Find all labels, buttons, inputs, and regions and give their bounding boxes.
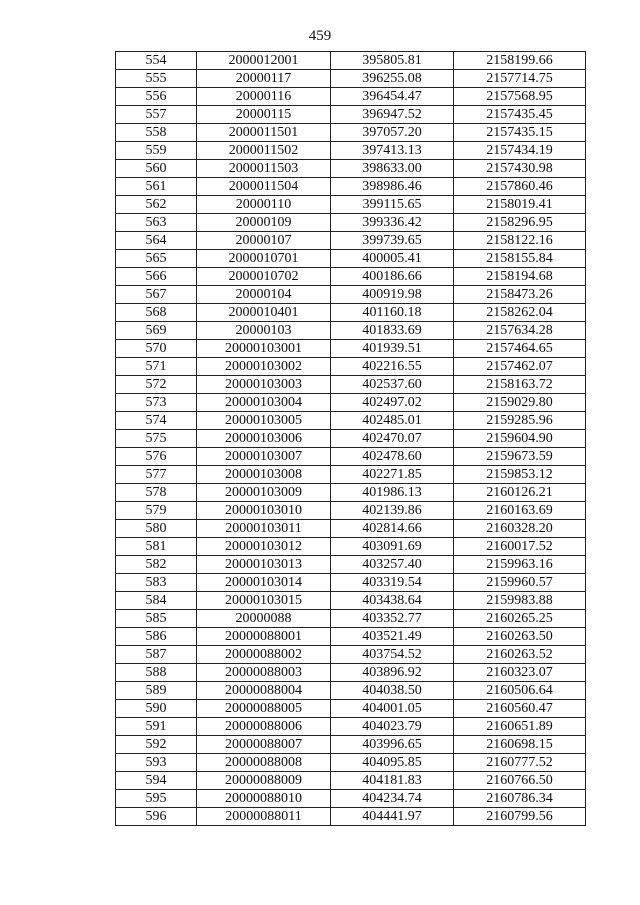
point-id-cell: 20000103006 xyxy=(197,430,331,448)
point-index-cell: 583 xyxy=(116,574,197,592)
x-coordinate-cell: 399115.65 xyxy=(331,196,454,214)
point-id-cell: 2000011503 xyxy=(197,160,331,178)
y-coordinate-cell: 2157434.19 xyxy=(454,142,586,160)
table-row xyxy=(116,682,586,700)
x-coordinate-cell: 399739.65 xyxy=(331,232,454,250)
y-coordinate-cell: 2157464.65 xyxy=(454,340,586,358)
point-index-cell: 576 xyxy=(116,448,197,466)
point-index-cell: 554 xyxy=(116,52,197,70)
table-row xyxy=(116,70,586,88)
point-id-cell: 20000088004 xyxy=(197,682,331,700)
y-coordinate-cell: 2160560.47 xyxy=(454,700,586,718)
point-id-cell: 20000103009 xyxy=(197,484,331,502)
y-coordinate-cell: 2160651.89 xyxy=(454,718,586,736)
point-id-cell: 20000088 xyxy=(197,610,331,628)
table-row xyxy=(116,646,586,664)
x-coordinate-cell: 404023.79 xyxy=(331,718,454,736)
table-row xyxy=(116,232,586,250)
x-coordinate-cell: 404001.05 xyxy=(331,700,454,718)
y-coordinate-cell: 2160163.69 xyxy=(454,502,586,520)
y-coordinate-cell: 2159604.90 xyxy=(454,430,586,448)
table-row xyxy=(116,52,586,70)
x-coordinate-cell: 404234.74 xyxy=(331,790,454,808)
y-coordinate-cell: 2159285.96 xyxy=(454,412,586,430)
y-coordinate-cell: 2157714.75 xyxy=(454,70,586,88)
point-index-cell: 573 xyxy=(116,394,197,412)
point-id-cell: 20000116 xyxy=(197,88,331,106)
y-coordinate-cell: 2157462.07 xyxy=(454,358,586,376)
point-id-cell: 20000088006 xyxy=(197,718,331,736)
point-id-cell: 2000012001 xyxy=(197,52,331,70)
point-index-cell: 591 xyxy=(116,718,197,736)
table-row xyxy=(116,538,586,556)
point-index-cell: 579 xyxy=(116,502,197,520)
point-id-cell: 20000103004 xyxy=(197,394,331,412)
table-row xyxy=(116,556,586,574)
point-id-cell: 20000103014 xyxy=(197,574,331,592)
table-row xyxy=(116,430,586,448)
table-row xyxy=(116,790,586,808)
x-coordinate-cell: 403896.92 xyxy=(331,664,454,682)
point-index-cell: 596 xyxy=(116,808,197,826)
x-coordinate-cell: 396454.47 xyxy=(331,88,454,106)
x-coordinate-cell: 400005.41 xyxy=(331,250,454,268)
y-coordinate-cell: 2157430.98 xyxy=(454,160,586,178)
y-coordinate-cell: 2160506.64 xyxy=(454,682,586,700)
table-row xyxy=(116,592,586,610)
x-coordinate-cell: 402478.60 xyxy=(331,448,454,466)
y-coordinate-cell: 2157435.45 xyxy=(454,106,586,124)
point-id-cell: 20000088001 xyxy=(197,628,331,646)
x-coordinate-cell: 402271.85 xyxy=(331,466,454,484)
table-row xyxy=(116,664,586,682)
point-id-cell: 20000088011 xyxy=(197,808,331,826)
point-id-cell: 20000088008 xyxy=(197,754,331,772)
point-id-cell: 20000103003 xyxy=(197,376,331,394)
x-coordinate-cell: 398633.00 xyxy=(331,160,454,178)
x-coordinate-cell: 395805.81 xyxy=(331,52,454,70)
point-index-cell: 572 xyxy=(116,376,197,394)
y-coordinate-cell: 2160263.52 xyxy=(454,646,586,664)
point-id-cell: 20000115 xyxy=(197,106,331,124)
point-id-cell: 2000010702 xyxy=(197,268,331,286)
table-row xyxy=(116,124,586,142)
point-index-cell: 566 xyxy=(116,268,197,286)
point-id-cell: 20000088010 xyxy=(197,790,331,808)
y-coordinate-cell: 2160017.52 xyxy=(454,538,586,556)
point-index-cell: 590 xyxy=(116,700,197,718)
y-coordinate-cell: 2159029.80 xyxy=(454,394,586,412)
x-coordinate-cell: 401939.51 xyxy=(331,340,454,358)
table-row xyxy=(116,178,586,196)
table-row xyxy=(116,520,586,538)
table-row xyxy=(116,808,586,826)
y-coordinate-cell: 2160786.34 xyxy=(454,790,586,808)
point-index-cell: 577 xyxy=(116,466,197,484)
point-index-cell: 561 xyxy=(116,178,197,196)
x-coordinate-cell: 399336.42 xyxy=(331,214,454,232)
point-id-cell: 20000103005 xyxy=(197,412,331,430)
point-id-cell: 2000011504 xyxy=(197,178,331,196)
coordinates-table-body xyxy=(116,52,586,826)
table-row xyxy=(116,610,586,628)
x-coordinate-cell: 400186.66 xyxy=(331,268,454,286)
point-index-cell: 569 xyxy=(116,322,197,340)
y-coordinate-cell: 2160328.20 xyxy=(454,520,586,538)
x-coordinate-cell: 403319.54 xyxy=(331,574,454,592)
y-coordinate-cell: 2160265.25 xyxy=(454,610,586,628)
x-coordinate-cell: 402139.86 xyxy=(331,502,454,520)
x-coordinate-cell: 404038.50 xyxy=(331,682,454,700)
point-id-cell: 20000117 xyxy=(197,70,331,88)
point-index-cell: 564 xyxy=(116,232,197,250)
page-number: 459 xyxy=(308,28,332,44)
point-index-cell: 593 xyxy=(116,754,197,772)
point-index-cell: 589 xyxy=(116,682,197,700)
point-id-cell: 20000103015 xyxy=(197,592,331,610)
x-coordinate-cell: 403996.65 xyxy=(331,736,454,754)
table-row xyxy=(116,358,586,376)
x-coordinate-cell: 403438.64 xyxy=(331,592,454,610)
table-row xyxy=(116,412,586,430)
y-coordinate-cell: 2159983.88 xyxy=(454,592,586,610)
table-row xyxy=(116,736,586,754)
y-coordinate-cell: 2159960.57 xyxy=(454,574,586,592)
point-id-cell: 20000109 xyxy=(197,214,331,232)
x-coordinate-cell: 401833.69 xyxy=(331,322,454,340)
point-index-cell: 557 xyxy=(116,106,197,124)
point-id-cell: 20000103002 xyxy=(197,358,331,376)
y-coordinate-cell: 2157568.95 xyxy=(454,88,586,106)
point-id-cell: 20000110 xyxy=(197,196,331,214)
point-index-cell: 580 xyxy=(116,520,197,538)
point-index-cell: 571 xyxy=(116,358,197,376)
point-index-cell: 568 xyxy=(116,304,197,322)
x-coordinate-cell: 403257.40 xyxy=(331,556,454,574)
x-coordinate-cell: 398986.46 xyxy=(331,178,454,196)
y-coordinate-cell: 2158019.41 xyxy=(454,196,586,214)
point-index-cell: 578 xyxy=(116,484,197,502)
table-row xyxy=(116,142,586,160)
point-index-cell: 559 xyxy=(116,142,197,160)
point-id-cell: 20000104 xyxy=(197,286,331,304)
y-coordinate-cell: 2158262.04 xyxy=(454,304,586,322)
point-index-cell: 570 xyxy=(116,340,197,358)
point-index-cell: 574 xyxy=(116,412,197,430)
point-id-cell: 2000010701 xyxy=(197,250,331,268)
point-index-cell: 586 xyxy=(116,628,197,646)
y-coordinate-cell: 2159963.16 xyxy=(454,556,586,574)
y-coordinate-cell: 2159853.12 xyxy=(454,466,586,484)
y-coordinate-cell: 2160263.50 xyxy=(454,628,586,646)
point-index-cell: 575 xyxy=(116,430,197,448)
y-coordinate-cell: 2160766.50 xyxy=(454,772,586,790)
point-index-cell: 592 xyxy=(116,736,197,754)
x-coordinate-cell: 402537.60 xyxy=(331,376,454,394)
x-coordinate-cell: 403754.52 xyxy=(331,646,454,664)
x-coordinate-cell: 404441.97 xyxy=(331,808,454,826)
x-coordinate-cell: 403521.49 xyxy=(331,628,454,646)
table-row xyxy=(116,268,586,286)
table-row xyxy=(116,574,586,592)
point-id-cell: 20000103001 xyxy=(197,340,331,358)
y-coordinate-cell: 2157860.46 xyxy=(454,178,586,196)
x-coordinate-cell: 400919.98 xyxy=(331,286,454,304)
point-index-cell: 587 xyxy=(116,646,197,664)
y-coordinate-cell: 2158122.16 xyxy=(454,232,586,250)
point-index-cell: 582 xyxy=(116,556,197,574)
table-row xyxy=(116,322,586,340)
table-row xyxy=(116,484,586,502)
point-index-cell: 562 xyxy=(116,196,197,214)
x-coordinate-cell: 401986.13 xyxy=(331,484,454,502)
x-coordinate-cell: 404095.85 xyxy=(331,754,454,772)
table-row xyxy=(116,304,586,322)
x-coordinate-cell: 397057.20 xyxy=(331,124,454,142)
point-index-cell: 565 xyxy=(116,250,197,268)
x-coordinate-cell: 403091.69 xyxy=(331,538,454,556)
y-coordinate-cell: 2158155.84 xyxy=(454,250,586,268)
point-index-cell: 594 xyxy=(116,772,197,790)
x-coordinate-cell: 397413.13 xyxy=(331,142,454,160)
point-id-cell: 20000103010 xyxy=(197,502,331,520)
table-row xyxy=(116,754,586,772)
point-index-cell: 560 xyxy=(116,160,197,178)
point-index-cell: 588 xyxy=(116,664,197,682)
x-coordinate-cell: 402485.01 xyxy=(331,412,454,430)
point-index-cell: 556 xyxy=(116,88,197,106)
point-id-cell: 20000088007 xyxy=(197,736,331,754)
x-coordinate-cell: 396255.08 xyxy=(331,70,454,88)
point-index-cell: 581 xyxy=(116,538,197,556)
point-index-cell: 584 xyxy=(116,592,197,610)
point-id-cell: 20000107 xyxy=(197,232,331,250)
table-row xyxy=(116,250,586,268)
x-coordinate-cell: 404181.83 xyxy=(331,772,454,790)
y-coordinate-cell: 2158199.66 xyxy=(454,52,586,70)
point-id-cell: 2000011501 xyxy=(197,124,331,142)
y-coordinate-cell: 2157435.15 xyxy=(454,124,586,142)
table-row xyxy=(116,376,586,394)
x-coordinate-cell: 396947.52 xyxy=(331,106,454,124)
point-id-cell: 20000103007 xyxy=(197,448,331,466)
point-id-cell: 20000088002 xyxy=(197,646,331,664)
point-id-cell: 20000103008 xyxy=(197,466,331,484)
table-row xyxy=(116,160,586,178)
table-row xyxy=(116,700,586,718)
table-row xyxy=(116,772,586,790)
y-coordinate-cell: 2157634.28 xyxy=(454,322,586,340)
y-coordinate-cell: 2158163.72 xyxy=(454,376,586,394)
x-coordinate-cell: 402470.07 xyxy=(331,430,454,448)
x-coordinate-cell: 403352.77 xyxy=(331,610,454,628)
y-coordinate-cell: 2160777.52 xyxy=(454,754,586,772)
coordinates-table xyxy=(115,51,586,826)
y-coordinate-cell: 2158296.95 xyxy=(454,214,586,232)
point-index-cell: 563 xyxy=(116,214,197,232)
x-coordinate-cell: 402497.02 xyxy=(331,394,454,412)
point-id-cell: 20000103 xyxy=(197,322,331,340)
table-row xyxy=(116,394,586,412)
table-row xyxy=(116,214,586,232)
point-index-cell: 595 xyxy=(116,790,197,808)
point-index-cell: 585 xyxy=(116,610,197,628)
x-coordinate-cell: 401160.18 xyxy=(331,304,454,322)
y-coordinate-cell: 2159673.59 xyxy=(454,448,586,466)
table-row xyxy=(116,466,586,484)
point-index-cell: 558 xyxy=(116,124,197,142)
point-id-cell: 2000011502 xyxy=(197,142,331,160)
x-coordinate-cell: 402814.66 xyxy=(331,520,454,538)
point-id-cell: 20000088005 xyxy=(197,700,331,718)
x-coordinate-cell: 402216.55 xyxy=(331,358,454,376)
table-row xyxy=(116,286,586,304)
y-coordinate-cell: 2160698.15 xyxy=(454,736,586,754)
point-index-cell: 567 xyxy=(116,286,197,304)
point-id-cell: 20000088009 xyxy=(197,772,331,790)
point-index-cell: 555 xyxy=(116,70,197,88)
y-coordinate-cell: 2158473.26 xyxy=(454,286,586,304)
point-id-cell: 20000103011 xyxy=(197,520,331,538)
table-row xyxy=(116,106,586,124)
table-row xyxy=(116,88,586,106)
point-id-cell: 20000088003 xyxy=(197,664,331,682)
y-coordinate-cell: 2160323.07 xyxy=(454,664,586,682)
table-row xyxy=(116,340,586,358)
table-row xyxy=(116,502,586,520)
table-row xyxy=(116,196,586,214)
y-coordinate-cell: 2160126.21 xyxy=(454,484,586,502)
table-row xyxy=(116,448,586,466)
y-coordinate-cell: 2160799.56 xyxy=(454,808,586,826)
y-coordinate-cell: 2158194.68 xyxy=(454,268,586,286)
point-id-cell: 2000010401 xyxy=(197,304,331,322)
point-id-cell: 20000103013 xyxy=(197,556,331,574)
table-row xyxy=(116,718,586,736)
point-id-cell: 20000103012 xyxy=(197,538,331,556)
table-row xyxy=(116,628,586,646)
